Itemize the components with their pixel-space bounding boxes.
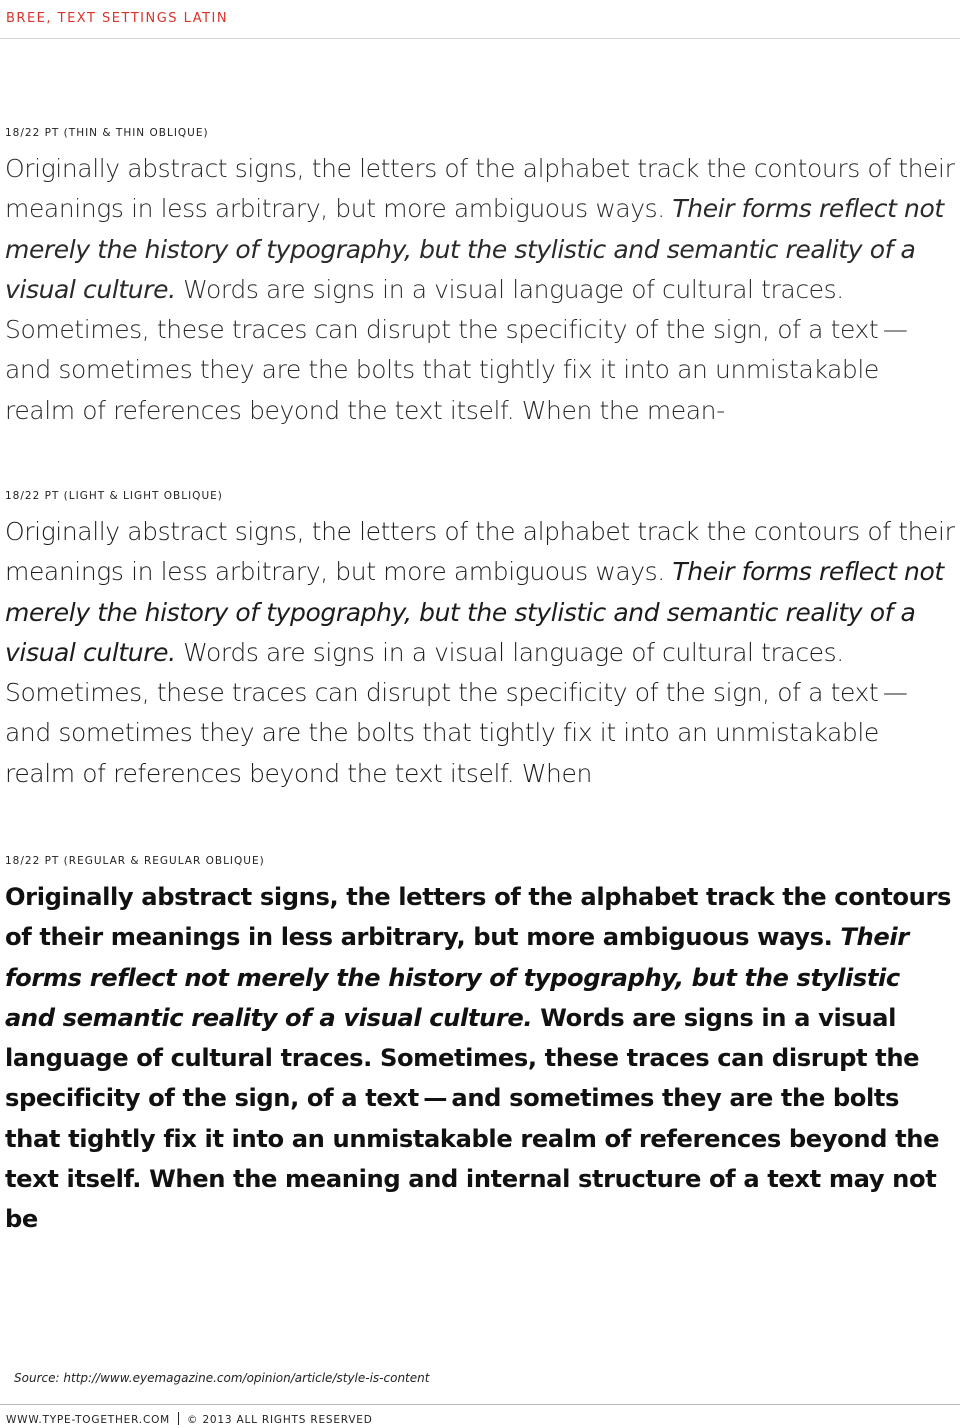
footer-divider: [178, 1412, 179, 1425]
page-footer: [0, 1404, 960, 1428]
sample-regular-roman-2: Words are signs in a visual language of cultural traces. Sometimes, these traces can disrupt the specificity of the sign, of a text — and sometimes they are the bolts that tightly fix it into an unmistakable realm of references beyond the text itself. When the meaning and internal structure of a text may not be: [5, 1003, 940, 1234]
footer-copyright: © 2013 ALL RIGHTS RESERVED: [187, 1414, 373, 1426]
sample-thin-roman-1: Originally abstract signs, the letters of the alphabet track the contours of their meanings in less arbitrary, but more ambiguous ways.: [5, 154, 955, 224]
sample-light-roman-1: Originally abstract signs, the letters of the alphabet track the contours of their meanings in less arbitrary, but more ambiguous ways.: [5, 517, 955, 587]
sample-regular-roman-1: Originally abstract signs, the letters of the alphabet track the contours of their meanings in less arbitrary, but more ambiguous ways.: [5, 883, 951, 952]
section-label-regular: 18/22 PT (REGULAR & REGULAR OBLIQUE): [5, 855, 265, 867]
section-regular: [5, 855, 955, 1240]
footer-website-link[interactable]: WWW.TYPE-TOGETHER.COM: [6, 1414, 171, 1426]
sample-regular-oblique: Their forms reflect not merely the history of typography, but the stylistic and semantic reality of a visual culture.: [5, 923, 909, 1032]
sample-light-oblique: Their forms reflect not merely the history of typography, but the stylistic and semantic reality of a visual culture.: [5, 557, 944, 667]
sample-text-regular: [5, 877, 955, 1240]
section-thin: [5, 127, 955, 431]
header-title: BREE, TEXT SETTINGS LATIN: [6, 11, 229, 26]
source-citation: Source: http://www.eyemagazine.com/opinion/article/style-is-content: [14, 1371, 430, 1385]
sample-text-thin: [5, 149, 955, 431]
sample-thin-oblique: Their forms reflect not merely the history of typography, but the stylistic and semantic reality of a visual culture.: [5, 194, 944, 304]
section-label-thin: 18/22 PT (THIN & THIN OBLIQUE): [5, 127, 209, 139]
sample-thin-roman-2: Words are signs in a visual language of cultural traces. Sometimes, these traces can disrupt the specificity of the sign, of a text — and sometimes they are the bolts that tightly fix it into an unmistakable realm of references beyond the text itself. When the mean-: [5, 274, 913, 425]
footer-line: [6, 1412, 373, 1426]
page-header: [0, 0, 960, 39]
sample-text-light: [5, 512, 955, 794]
section-label-light: 18/22 PT (LIGHT & LIGHT OBLIQUE): [5, 490, 223, 502]
section-light: [5, 490, 955, 794]
sample-light-roman-2: Words are signs in a visual language of cultural traces. Sometimes, these traces can disrupt the specificity of the sign, of a text — and sometimes they are the bolts that tightly fix it into an unmistakable realm of references beyond the text itself. When: [5, 637, 913, 788]
